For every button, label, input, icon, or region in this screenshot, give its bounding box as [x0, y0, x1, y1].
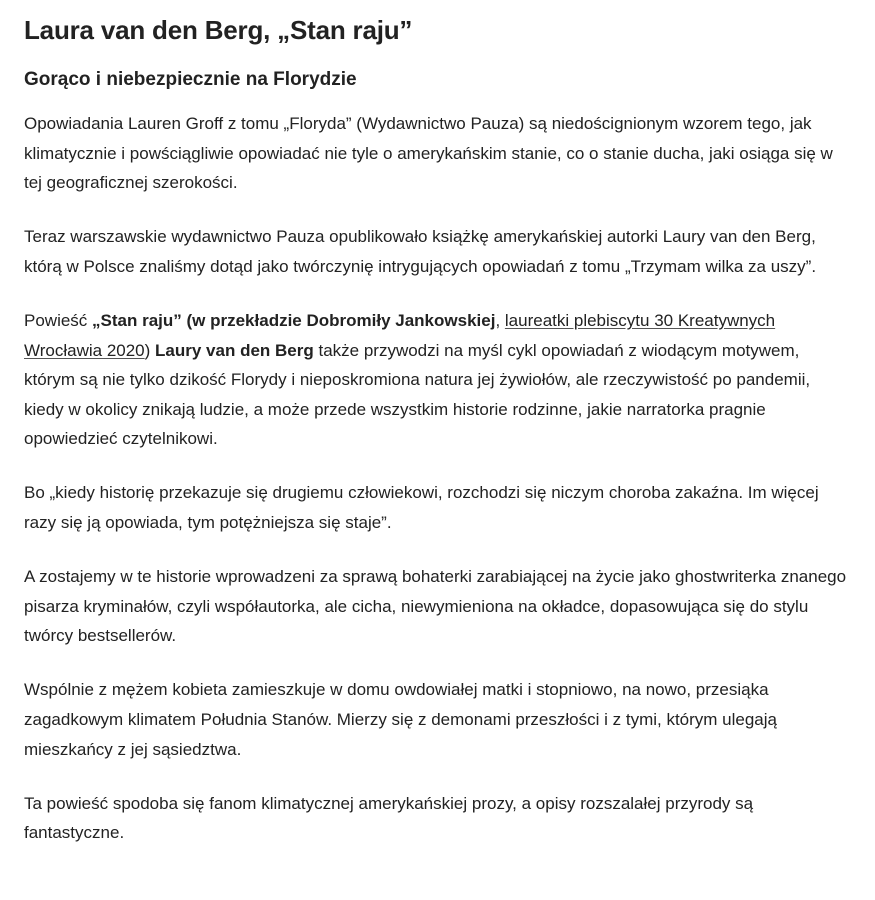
- book-title-translator: „Stan raju” (w przekładzie Dobromiły Jankowskiej: [92, 310, 496, 330]
- paragraph-3-comma: ,: [495, 310, 505, 330]
- paragraph-3-rest: także przywodzi na myśl cykl opowiadań z wiodącym motywem, którym są nie tylko dzikość Florydy i nieposkromiona natura jej żywiołów, ale rzeczywistość po pandemii, kiedy w okolicy znikają ludzie, a może przede wszystkim historie rodzinne, jakie narratorka pragnie opowiedzieć czytelnikowi.: [24, 340, 811, 449]
- paragraph-3: [24, 306, 851, 454]
- paragraph-3-start: Powieść: [24, 310, 93, 330]
- author-name: Laury van den Berg: [155, 340, 314, 360]
- paragraph-3-paren: ): [144, 340, 156, 360]
- laureate-link[interactable]: laureatki plebiscytu 30 Kreatywnych Wrocławia 2020: [24, 310, 776, 360]
- paragraph-6: Wspólnie z mężem kobieta zamieszkuje w domu owdowiałej matki i stopniowo, na nowo, przesiąka zagadkowym klimatem Południa Stanów. Mierzy się z demonami przeszłości i z tymi, którym ulegają mieszkańcy z jej sąsiedztwa.: [24, 680, 777, 759]
- article-title: Laura van den Berg, „Stan raju”: [24, 15, 413, 45]
- paragraph-1: Opowiadania Lauren Groff z tomu „Floryda” (Wydawnictwo Pauza) są niedoścignionym wzorem tego, jak klimatycznie i powściągliwie opowiadać nie tyle o amerykańskim stanie, co o stanie ducha, jaki osiąga się w tej geograficznej szerokości.: [24, 114, 833, 193]
- paragraph-2: Teraz warszawskie wydawnictwo Pauza opublikowało książkę amerykańskiej autorki Laury van den Berg, którą w Polsce znaliśmy dotąd jako twórczynię intrygujących opowiadań z tomu „Trzymam wilka za uszy”.: [24, 227, 817, 276]
- article-subtitle: Gorąco i niebezpiecznie na Florydzie: [24, 69, 357, 90]
- paragraph-5: A zostajemy w te historie wprowadzeni za sprawą bohaterki zarabiającej na życie jako ghostwriterka znanego pisarza kryminałów, czyli współautorka, ale cicha, niewymieniona na okładce, dopasowująca się do stylu twórcy bestsellerów.: [24, 567, 847, 646]
- paragraph-4: Bo „kiedy historię przekazuje się drugiemu człowiekowi, rozchodzi się niczym choroba zakaźna. Im więcej razy się ją opowiada, tym potężniejsza się staje”.: [24, 483, 819, 533]
- paragraph-7: Ta powieść spodoba się fanom klimatycznej amerykańskiej prozy, a opisy rozszalałej przyrody są fantastyczne.: [24, 793, 754, 843]
